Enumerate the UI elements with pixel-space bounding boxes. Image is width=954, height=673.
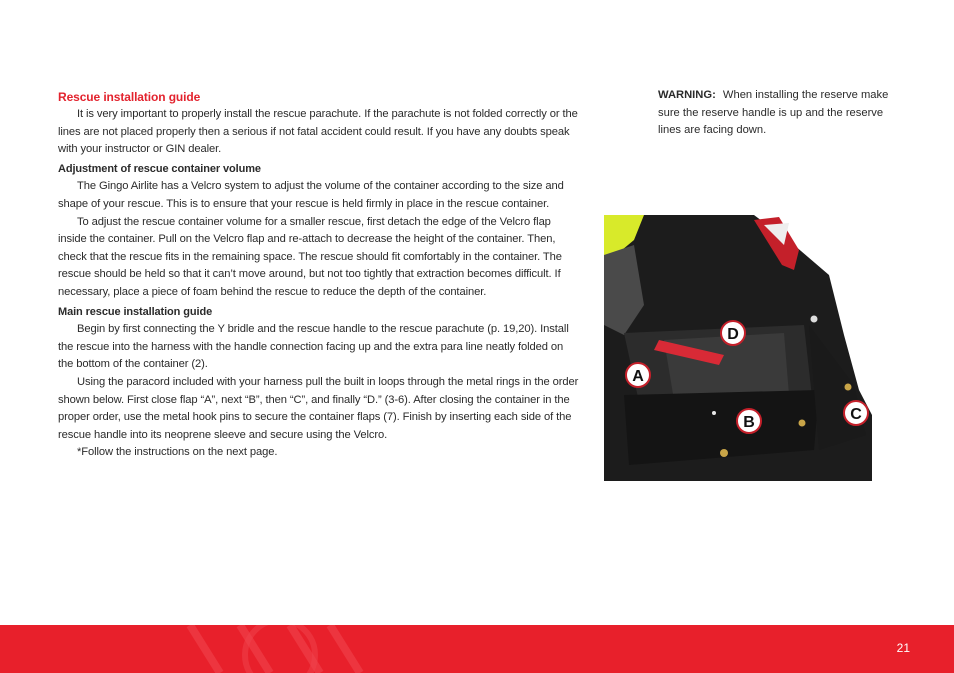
brand-watermark-icon [180, 625, 380, 673]
main-paragraph-2: Using the paracord included with your harness pull the built in loops through the metal rings in the order shown below. First close flap “A”, next “B”, then “C”, and finally “D.” (3-6). After closing the container in the proper order, use the metal hook pins to secure the container flaps (7). Finish by inserting each side of the rescue handle into its neoprene sleeve and secure using the Velcro. [58, 375, 579, 441]
adjustment-paragraph-1: The Gingo Airlite has a Velcro system to adjust the volume of the container according to the size and shape of your rescue. This is to ensure that your rescue is held firmly in place in the rescue container. [58, 180, 564, 210]
svg-text:A: A [632, 368, 644, 385]
main-text-column [58, 89, 580, 462]
section-title: Rescue installation guide [58, 90, 201, 104]
main-installation-heading: Main rescue installation guide [58, 305, 213, 318]
svg-text:D: D [727, 326, 739, 343]
warning-label: WARNING: [658, 89, 716, 101]
adjustment-heading: Adjustment of rescue container volume [58, 162, 261, 175]
svg-text:C: C [850, 406, 862, 423]
follow-note: *Follow the instructions on the next page. [77, 446, 278, 459]
main-paragraph-1: Begin by first connecting the Y bridle and the rescue handle to the rescue parachute (p. 19,20). Install the rescue into the harness with the handle connection facing up and the extra para line neatly folded on the bottom of the container (2). [58, 323, 569, 371]
warning-box [658, 87, 903, 140]
footer-bar [0, 625, 954, 673]
harness-photo [604, 215, 872, 481]
intro-paragraph: It is very important to properly install the rescue parachute. If the parachute is not folded correctly or the lines are not placed properly then a serious if not fatal accident could result. If you have any doubts speak with your instructor or GIN dealer. [58, 108, 578, 156]
warning-text: When installing the reserve make sure the reserve handle is up and the reserve lines are facing down. [658, 89, 889, 137]
svg-text:B: B [743, 414, 755, 431]
adjustment-paragraph-2: To adjust the rescue container volume for a smaller rescue, first detach the edge of the Velcro flap inside the container. Pull on the Velcro flap and re-attach to decrease the height of the container. Then, check that the rescue fits in the remaining space. The rescue should fit comfortably in the container. The rescue should be held so that it can’t move around, but not too tightly that extraction becomes difficult. If necessary, place a piece of foam behind the rescue to reduce the depth of the container. [58, 215, 562, 298]
page-number: 21 [896, 641, 910, 655]
